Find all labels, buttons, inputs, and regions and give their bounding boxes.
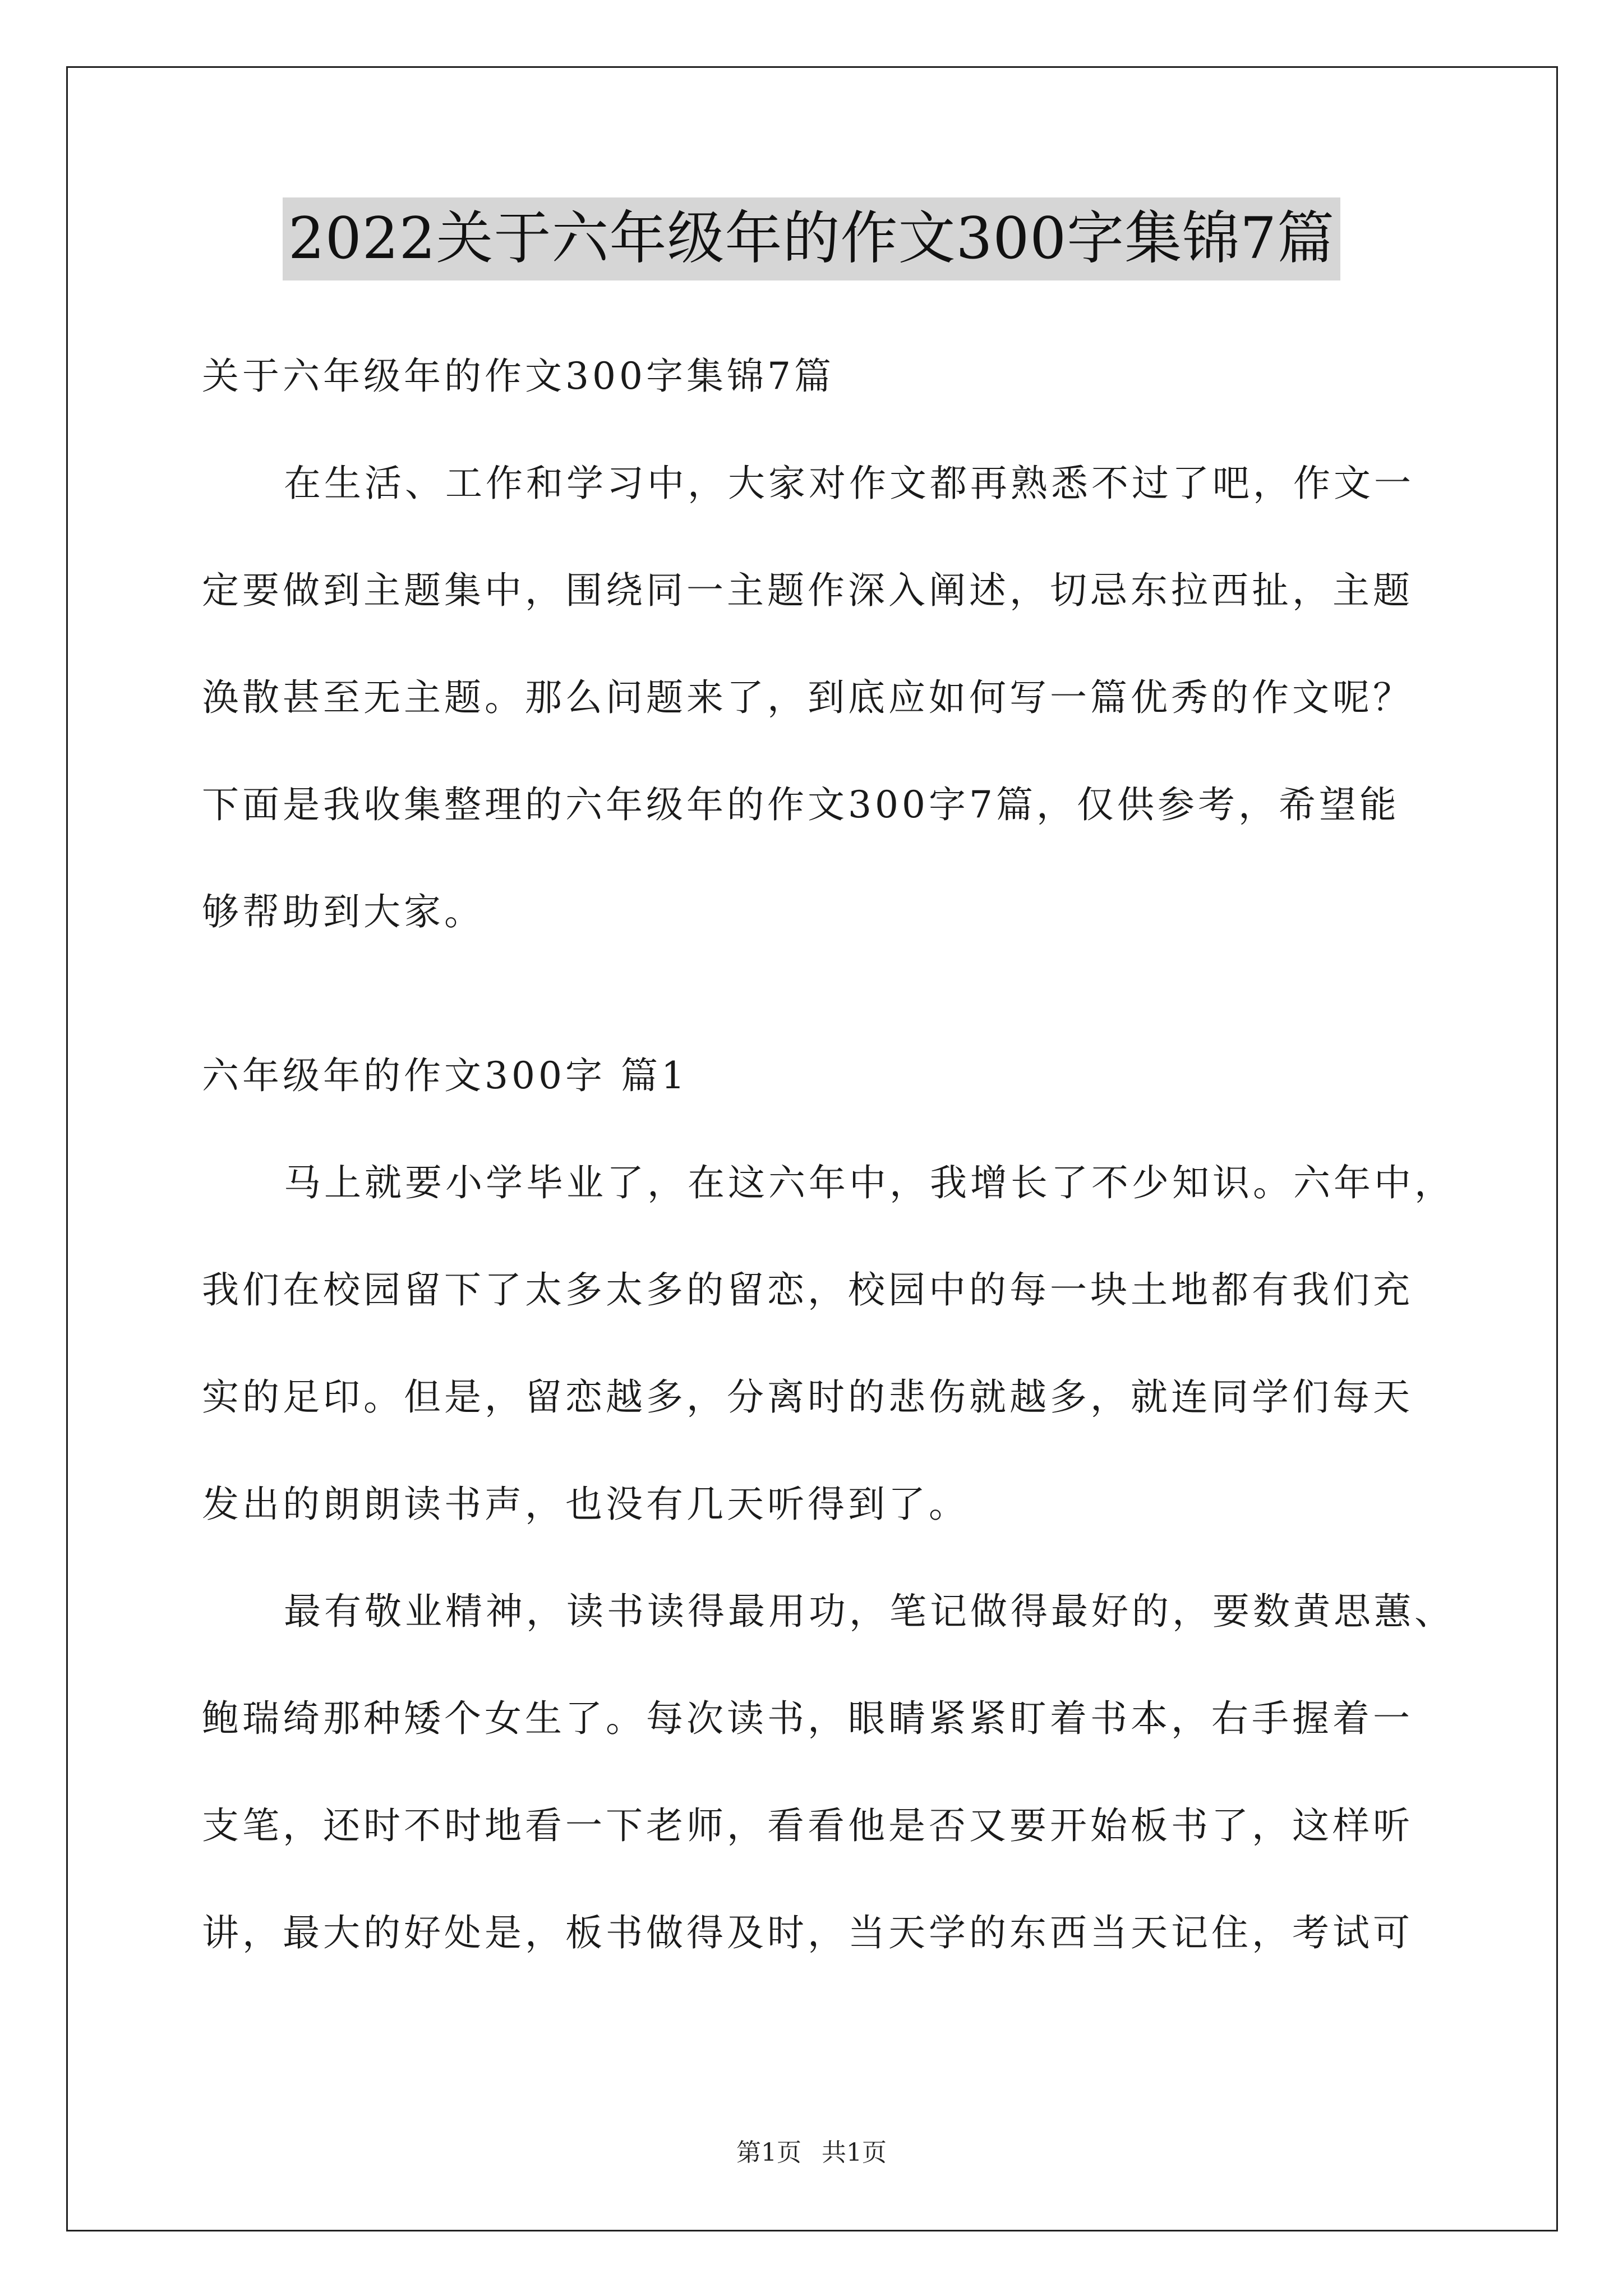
title-container bbox=[0, 197, 1623, 280]
paragraph-line: 发出的朗朗读书声，也没有几天听得到了。 bbox=[202, 1483, 969, 1526]
paragraph-line: 马上就要小学毕业了，在这六年中，我增长了不少知识。六年中， bbox=[284, 1161, 1455, 1204]
intro-paragraph bbox=[202, 430, 1441, 965]
section-spacer bbox=[202, 965, 1441, 1022]
section-heading: 六年级年的作文300字 篇1 bbox=[202, 1054, 688, 1097]
paragraph-line: 我们在校园留下了太多太多的留恋，校园中的每一块土地都有我们充 bbox=[202, 1268, 1413, 1312]
body-paragraph-1 bbox=[202, 1129, 1455, 1558]
paragraph-line: 涣散甚至无主题。那么问题来了，到底应如何写一篇优秀的作文呢？ bbox=[202, 676, 1413, 719]
paragraph-line: 在生活、工作和学习中，大家对作文都再熟悉不过了吧，作文一 bbox=[284, 462, 1414, 505]
page-footer bbox=[0, 2136, 1623, 2170]
paragraph-line: 定要做到主题集中，围绕同一主题作深入阐述，切忌东拉西扯，主题 bbox=[202, 569, 1413, 612]
paragraph-line: 支笔，还时不时地看一下老师，看看他是否又要开始板书了，这样听 bbox=[202, 1804, 1413, 1847]
paragraph-line: 鲍瑞绮那种矮个女生了。每次读书，眼睛紧紧盯着书本，右手握着一 bbox=[202, 1697, 1413, 1740]
document-title: 2022关于六年级年的作文300字集锦7篇 bbox=[283, 197, 1340, 280]
page-number: 第1页 bbox=[736, 2138, 801, 2167]
paragraph-line: 实的足印。但是，留恋越多，分离时的悲伤就越多，就连同学们每天 bbox=[202, 1375, 1413, 1419]
paragraph-line: 讲，最大的好处是，板书做得及时，当天学的东西当天记住，考试可 bbox=[202, 1911, 1413, 1954]
page-total: 共1页 bbox=[822, 2138, 887, 2167]
document-body bbox=[202, 323, 1455, 1986]
paragraph-line: 够帮助到大家。 bbox=[202, 890, 485, 933]
paragraph-line: 下面是我收集整理的六年级年的作文300字7篇，仅供参考，希望能 bbox=[202, 783, 1400, 826]
document-subtitle: 关于六年级年的作文300字集锦7篇 bbox=[202, 355, 834, 398]
paragraph-line: 最有敬业精神，读书读得最用功，笔记做得最好的，要数黄思蕙、 bbox=[284, 1590, 1455, 1633]
body-paragraph-2 bbox=[202, 1558, 1455, 1986]
